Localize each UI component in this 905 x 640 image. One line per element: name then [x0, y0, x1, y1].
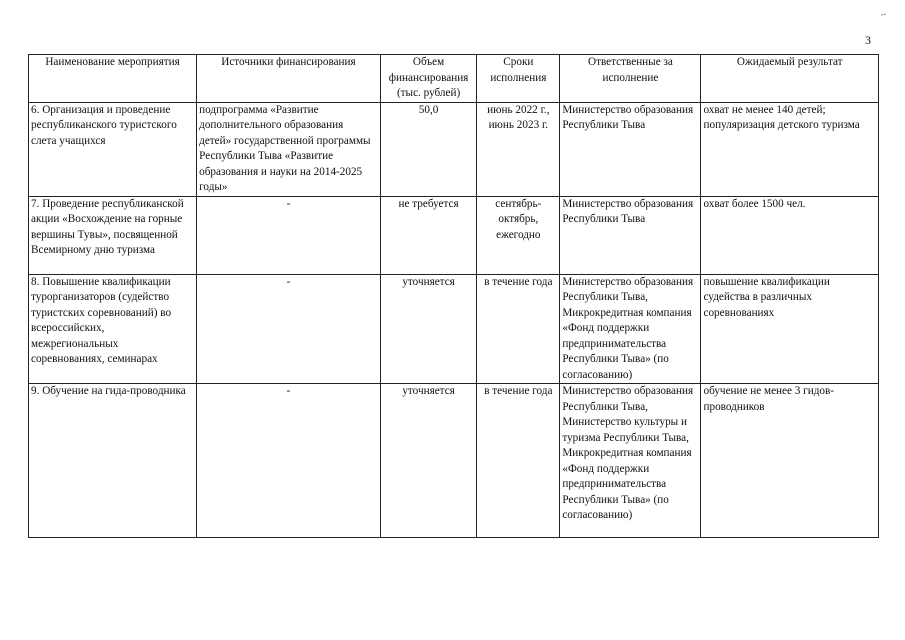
cell-result: охват более 1500 чел.	[701, 196, 879, 274]
header-name: Наименование мероприятия	[29, 55, 197, 103]
cell-funding-source: подпрограмма «Развитие дополнительного образования детей» государственной программы Республики Тыва «Развитие образования и науки на 2014-2025 годы»	[197, 102, 381, 196]
cell-terms: в течение года	[477, 274, 560, 384]
header-amount: Объем финансирования (тыс. рублей)	[380, 55, 477, 103]
cell-responsible: Министерство образования Республики Тыва	[560, 196, 701, 274]
cell-amount: уточняется	[380, 274, 477, 384]
cell-funding-source: -	[197, 196, 381, 274]
cell-amount: не требуется	[380, 196, 477, 274]
table-row	[29, 274, 879, 384]
cell-funding-source: -	[197, 384, 381, 538]
table-row	[29, 102, 879, 196]
cell-name: 8. Повышение квалификации турорганизаторов (судейство туристских соревнований) во всероссийских, межрегиональных соревнованиях, семинарах	[29, 274, 197, 384]
cell-responsible: Министерство образования Республики Тыва, Микрокредитная компания «Фонд поддержки предпринимательства Республики Тыва» (по согласованию)	[560, 274, 701, 384]
cell-result: повышение квалификации судейства в различных соревнованиях	[701, 274, 879, 384]
cell-result: охват не менее 140 детей; популяризация детского туризма	[701, 102, 879, 196]
cell-responsible: Министерство образования Республики Тыва, Министерство культуры и туризма Республики Тыва, Микрокредитная компания «Фонд поддержки предпринимательства Республики Тыва» (по согласованию)	[560, 384, 701, 538]
table-header-row	[29, 55, 879, 103]
cell-name: 7. Проведение республиканской акции «Восхождение на горные вершины Тувы», посвященной Всемирному дню туризма	[29, 196, 197, 274]
header-result: Ожидаемый результат	[701, 55, 879, 103]
cell-name: 6. Организация и проведение республиканского туристского слета учащихся	[29, 102, 197, 196]
cell-amount: 50,0	[380, 102, 477, 196]
cell-name: 9. Обучение на гида-проводника	[29, 384, 197, 538]
cell-terms: в течение года	[477, 384, 560, 538]
header-responsible: Ответственные за исполнение	[560, 55, 701, 103]
cell-responsible: Министерство образования Республики Тыва	[560, 102, 701, 196]
cell-result: обучение не менее 3 гидов-проводников	[701, 384, 879, 538]
header-funding-source: Источники финансирования	[197, 55, 381, 103]
action-plan-table	[28, 54, 879, 538]
cell-terms: сентябрь-октябрь, ежегодно	[477, 196, 560, 274]
header-terms: Сроки исполнения	[477, 55, 560, 103]
cell-amount: уточняется	[380, 384, 477, 538]
cell-terms: июнь 2022 г., июнь 2023 г.	[477, 102, 560, 196]
corner-mark: ~	[879, 9, 889, 22]
page-number: 3	[865, 33, 871, 47]
table-row	[29, 196, 879, 274]
table-row	[29, 384, 879, 538]
cell-funding-source: -	[197, 274, 381, 384]
